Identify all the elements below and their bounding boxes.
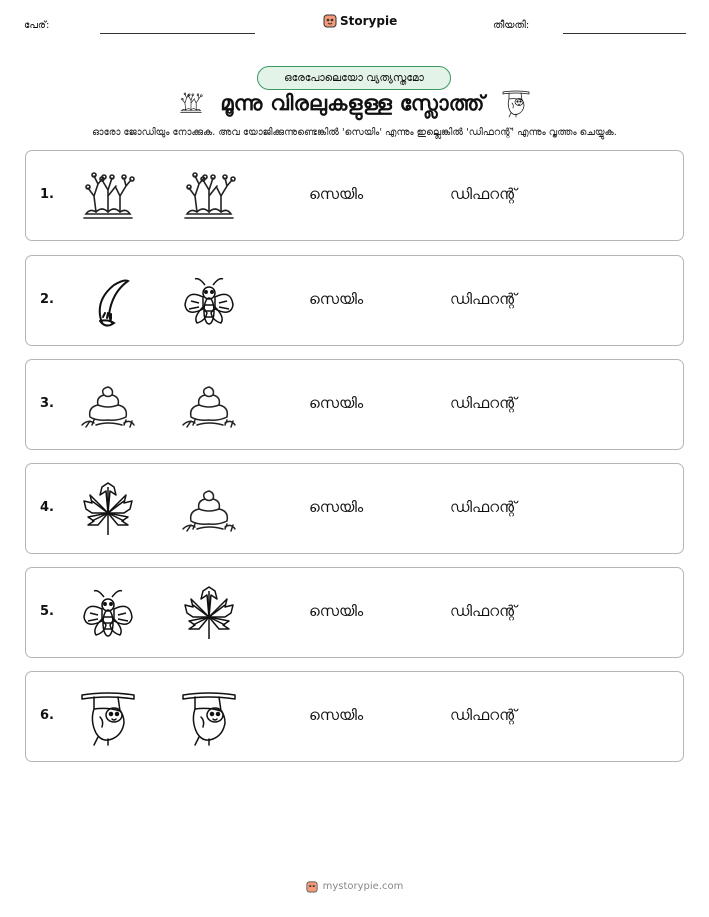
question-card <box>25 150 684 241</box>
poop-icon <box>179 375 239 435</box>
different-option[interactable]: ഡിഫറന്റ് <box>450 394 517 412</box>
instructions: ഓരോ ജോഡിയും നോക്കുക. അവ യോജിക്കുന്നുണ്ടെങ്കിൽ 'സെയിം' എന്നും ഇല്ലെങ്കിൽ 'ഡിഫറന്റ്' എന്നും വൃത്തം ചെയ്യുക. <box>92 127 617 138</box>
moth-icon <box>78 583 138 643</box>
worksheet-type-badge: ഒരേപോലെയോ വ്യത്യസ്തമോ <box>257 66 451 90</box>
name-line[interactable] <box>100 33 255 34</box>
coral-icon <box>179 166 239 226</box>
sloth-icon <box>78 687 138 747</box>
different-option[interactable]: ഡിഫറന്റ് <box>450 185 517 203</box>
same-option[interactable]: സെയിം <box>309 290 364 308</box>
different-option[interactable]: ഡിഫറന്റ് <box>450 290 517 308</box>
same-option[interactable]: സെയിം <box>309 706 364 724</box>
question-number: 6. <box>40 708 54 723</box>
different-option[interactable]: ഡിഫറന്റ് <box>450 706 517 724</box>
leaf-icon <box>78 479 138 539</box>
same-option[interactable]: സെയിം <box>309 498 364 516</box>
question-card <box>25 463 684 554</box>
claw-icon <box>78 271 138 331</box>
question-number: 1. <box>40 187 54 202</box>
sloth-icon <box>501 88 531 118</box>
coral-icon <box>178 90 204 116</box>
date-line[interactable] <box>563 33 686 34</box>
storypie-logo-icon <box>306 880 318 893</box>
question-number: 5. <box>40 604 54 619</box>
question-card <box>25 359 684 450</box>
name-label: പേര്: <box>24 20 50 31</box>
sloth-icon <box>179 687 239 747</box>
date-label: തീയതി: <box>493 20 530 31</box>
different-option[interactable]: ഡിഫറന്റ് <box>450 602 517 620</box>
same-option[interactable]: സെയിം <box>309 185 364 203</box>
poop-icon <box>78 375 138 435</box>
question-card <box>25 255 684 346</box>
leaf-icon <box>179 583 239 643</box>
footer-url: mystorypie.com <box>322 881 404 892</box>
page-title <box>0 88 709 118</box>
storypie-logo-icon <box>323 13 337 28</box>
brand-logo <box>323 13 397 28</box>
poop-icon <box>179 479 239 539</box>
title-text: മൂന്നു വിരലുകളുള്ള സ്ലോത്ത് <box>220 90 485 115</box>
question-number: 2. <box>40 292 54 307</box>
question-card <box>25 567 684 658</box>
same-option[interactable]: സെയിം <box>309 394 364 412</box>
question-number: 4. <box>40 500 54 515</box>
different-option[interactable]: ഡിഫറന്റ് <box>450 498 517 516</box>
question-number: 3. <box>40 396 54 411</box>
footer <box>0 880 709 893</box>
brand-name: Storypie <box>340 13 398 28</box>
coral-icon <box>78 166 138 226</box>
question-card <box>25 671 684 762</box>
moth-icon <box>179 271 239 331</box>
same-option[interactable]: സെയിം <box>309 602 364 620</box>
